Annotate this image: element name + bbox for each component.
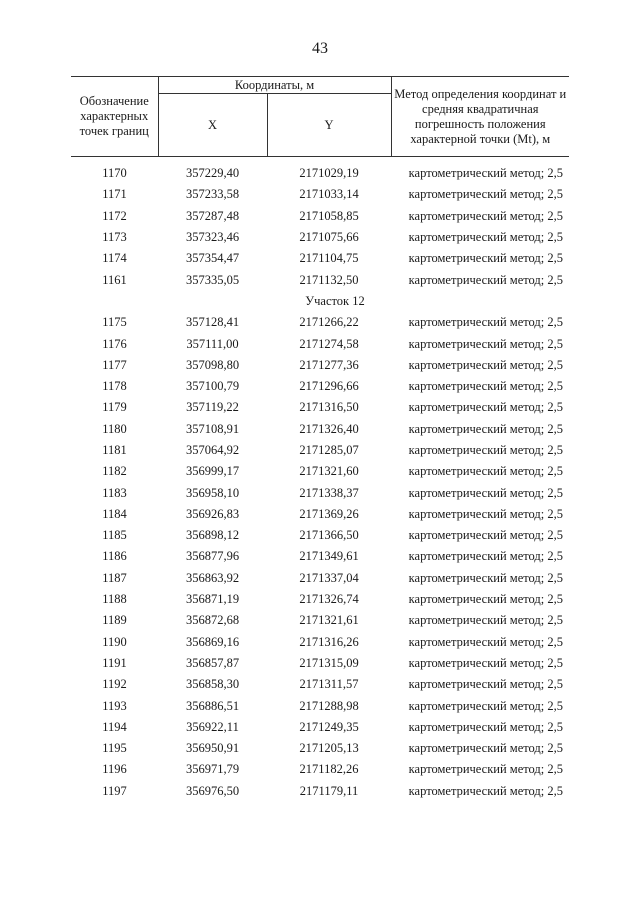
cell-point: 1171 <box>102 187 127 202</box>
cell-method: картометрический метод; 2,5 <box>408 592 564 607</box>
table-row <box>71 163 569 184</box>
table-row <box>71 269 569 290</box>
table-row <box>71 717 569 738</box>
cell-y: 2171285,07 <box>299 443 359 457</box>
point-column-header: Обозначение характерных точек границ <box>71 77 158 157</box>
cell-point: 1184 <box>102 506 127 521</box>
cell-method: картометрический метод; 2,5 <box>408 208 564 223</box>
cell-y: 2171311,57 <box>299 677 359 692</box>
cell-method: картометрический метод; 2,5 <box>408 549 564 564</box>
cell-point: 1173 <box>102 230 127 245</box>
coordinates-table <box>71 76 569 802</box>
cell-point: 1174 <box>102 251 127 266</box>
cell-y: 2171249,35 <box>299 719 359 734</box>
cell-y: 2171205,13 <box>299 741 359 756</box>
cell-point: 1193 <box>102 698 127 713</box>
cell-point: 1177 <box>102 357 127 372</box>
cell-method: картометрический метод; 2,5 <box>408 613 564 628</box>
cell-x: 357229,40 <box>185 166 240 181</box>
table-row <box>71 674 569 695</box>
page-number: 43 <box>312 40 328 57</box>
cell-x: 356863,92 <box>185 570 240 585</box>
cell-method: картометрический метод; 2,5 <box>408 698 564 713</box>
cell-y: 2171296,66 <box>299 379 359 394</box>
cell-x: 357128,41 <box>185 315 240 330</box>
table-row <box>71 653 569 674</box>
cell-y: 2171369,26 <box>299 506 359 521</box>
cell-method: картометрический метод; 2,5 <box>408 336 564 351</box>
coordinates-column-header: Координаты, м <box>158 77 391 94</box>
cell-y: 2171315,09 <box>299 655 359 670</box>
cell-x: 357233,58 <box>185 187 240 202</box>
table-row <box>71 738 569 759</box>
cell-y: 2171326,74 <box>299 592 359 607</box>
cell-x: 357354,47 <box>185 251 240 266</box>
cell-point: 1188 <box>102 592 127 607</box>
table-row <box>71 227 569 248</box>
table-row <box>71 248 569 269</box>
table-row <box>71 333 569 354</box>
table-row <box>71 568 569 589</box>
cell-y: 2171366,50 <box>299 528 359 543</box>
cell-method: картометрический метод; 2,5 <box>408 230 564 245</box>
cell-method: картометрический метод; 2,5 <box>408 421 564 436</box>
cell-x: 357064,92 <box>185 443 240 457</box>
cell-point: 1182 <box>102 464 127 479</box>
table-row <box>71 376 569 397</box>
cell-x: 356886,51 <box>185 698 240 713</box>
cell-method: картометрический метод; 2,5 <box>408 741 564 756</box>
cell-x: 356858,30 <box>185 677 240 692</box>
cell-method: картометрический метод; 2,5 <box>408 187 564 202</box>
x-column-header: X <box>158 94 267 157</box>
table-row <box>71 419 569 440</box>
cell-y: 2171058,85 <box>299 208 359 223</box>
cell-y: 2171179,11 <box>299 783 359 798</box>
y-column-header: Y <box>267 94 391 157</box>
cell-point: 1175 <box>102 315 127 330</box>
cell-point: 1189 <box>102 613 127 628</box>
cell-method: картометрический метод; 2,5 <box>408 506 564 521</box>
cell-x: 356871,19 <box>185 592 240 607</box>
cell-method: картометрический метод; 2,5 <box>408 528 564 543</box>
table-row <box>71 632 569 653</box>
cell-point: 1178 <box>102 379 127 394</box>
cell-point: 1192 <box>102 677 127 692</box>
cell-x: 356898,12 <box>185 528 240 543</box>
cell-x: 356877,96 <box>185 549 240 564</box>
cell-x: 357119,22 <box>186 400 239 415</box>
cell-y: 2171349,61 <box>299 549 359 564</box>
cell-method: картометрический метод; 2,5 <box>408 634 564 649</box>
section-label: Участок 12 <box>305 293 365 308</box>
cell-y: 2171033,14 <box>299 187 359 202</box>
table-row <box>71 759 569 780</box>
cell-y: 2171075,66 <box>299 230 359 245</box>
cell-y: 2171182,26 <box>299 762 359 777</box>
cell-method: картометрический метод; 2,5 <box>408 251 564 266</box>
method-column-header: Метод определения координат и средняя квадратичная погрешность положения характерной точки (Mt), м <box>391 77 569 157</box>
cell-method: картометрический метод; 2,5 <box>408 783 564 798</box>
cell-y: 2171326,40 <box>299 421 359 436</box>
cell-x: 357323,46 <box>185 230 240 245</box>
cell-x: 356922,11 <box>186 719 239 734</box>
cell-y: 2171337,04 <box>299 570 359 585</box>
cell-point: 1172 <box>102 208 127 223</box>
cell-y: 2171338,37 <box>299 485 359 500</box>
cell-x: 356857,87 <box>185 655 240 670</box>
cell-method: картометрический метод; 2,5 <box>408 655 564 670</box>
cell-method: картометрический метод; 2,5 <box>408 400 564 415</box>
cell-x: 356869,16 <box>185 634 240 649</box>
cell-method: картометрический метод; 2,5 <box>408 166 564 181</box>
table-row <box>71 397 569 418</box>
cell-y: 2171029,19 <box>299 166 359 181</box>
table-row <box>71 546 569 567</box>
cell-point: 1194 <box>102 719 127 734</box>
cell-y: 2171266,22 <box>299 315 359 330</box>
cell-method: картометрический метод; 2,5 <box>408 443 564 457</box>
cell-x: 356950,91 <box>185 741 240 756</box>
cell-x: 357098,80 <box>185 357 240 372</box>
table-row <box>71 206 569 227</box>
cell-x: 357100,79 <box>185 379 240 394</box>
cell-point: 1196 <box>102 762 127 777</box>
cell-y: 2171321,60 <box>299 464 359 479</box>
cell-point: 1187 <box>102 570 127 585</box>
table-row <box>71 695 569 716</box>
cell-point: 1186 <box>102 549 127 564</box>
cell-method: картометрический метод; 2,5 <box>408 379 564 394</box>
cell-x: 356999,17 <box>185 464 240 479</box>
table-header <box>71 77 569 157</box>
table-row <box>71 184 569 205</box>
cell-y: 2171316,26 <box>299 634 359 649</box>
cell-y: 2171321,61 <box>299 613 359 628</box>
cell-method: картометрический метод; 2,5 <box>408 315 564 330</box>
table-row <box>71 312 569 333</box>
cell-y: 2171132,50 <box>299 272 359 287</box>
cell-x: 356958,10 <box>185 485 240 500</box>
cell-point: 1181 <box>102 443 127 457</box>
cell-point: 1190 <box>102 634 127 649</box>
cell-point: 1170 <box>102 166 127 181</box>
cell-y: 2171288,98 <box>299 698 359 713</box>
table-row <box>71 610 569 631</box>
cell-x: 357111,00 <box>186 336 239 351</box>
cell-point: 1179 <box>102 400 127 415</box>
table-row <box>71 525 569 546</box>
cell-method: картометрический метод; 2,5 <box>408 464 564 479</box>
cell-x: 356872,68 <box>185 613 240 628</box>
cell-y: 2171316,50 <box>299 400 359 415</box>
section-row <box>71 291 569 312</box>
cell-method: картометрический метод; 2,5 <box>408 719 564 734</box>
cell-method: картометрический метод; 2,5 <box>408 762 564 777</box>
table-row <box>71 781 569 802</box>
table-row <box>71 355 569 376</box>
cell-point: 1176 <box>102 336 127 351</box>
cell-y: 2171104,75 <box>299 251 359 266</box>
cell-x: 357335,05 <box>185 272 240 287</box>
table-row <box>71 504 569 525</box>
table-row <box>71 482 569 503</box>
cell-point: 1185 <box>102 528 127 543</box>
table-row <box>71 589 569 610</box>
cell-point: 1183 <box>102 485 127 500</box>
cell-method: картометрический метод; 2,5 <box>408 272 564 287</box>
cell-y: 2171277,36 <box>299 357 359 372</box>
cell-x: 357108,91 <box>185 421 240 436</box>
cell-method: картометрический метод; 2,5 <box>408 357 564 372</box>
cell-method: картометрический метод; 2,5 <box>408 677 564 692</box>
cell-point: 1195 <box>102 741 127 756</box>
table-body <box>71 157 569 802</box>
cell-x: 356976,50 <box>185 783 240 798</box>
cell-y: 2171274,58 <box>299 336 359 351</box>
cell-x: 356971,79 <box>185 762 240 777</box>
table-row <box>71 461 569 482</box>
cell-method: картометрический метод; 2,5 <box>408 570 564 585</box>
cell-point: 1197 <box>102 783 127 798</box>
table-row <box>71 440 569 461</box>
cell-x: 356926,83 <box>185 506 240 521</box>
cell-method: картометрический метод; 2,5 <box>408 485 564 500</box>
cell-point: 1161 <box>102 272 127 287</box>
cell-point: 1180 <box>102 421 127 436</box>
cell-point: 1191 <box>102 655 127 670</box>
cell-x: 357287,48 <box>185 208 240 223</box>
